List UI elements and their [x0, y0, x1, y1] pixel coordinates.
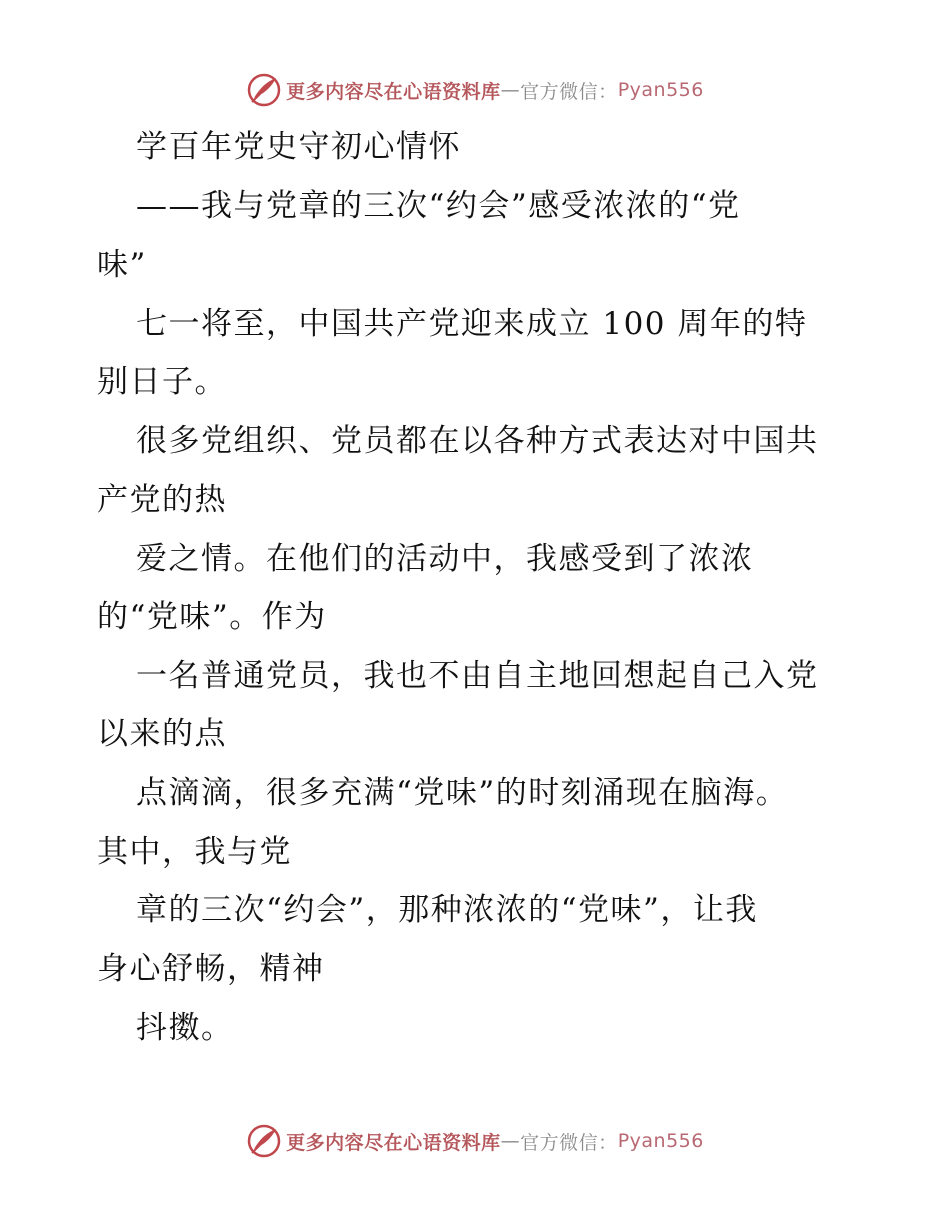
doc-line: 点滴滴，很多充满“党味”的时刻涌现在脑海。 [136, 775, 789, 811]
doc-line: 的“党味”。作为 [97, 599, 327, 635]
doc-line: 味” [97, 247, 147, 283]
header-watermark [0, 72, 950, 108]
watermark-dash: — [500, 79, 521, 101]
watermark-dash: — [500, 1130, 521, 1152]
doc-line: 抖擞。 [136, 1010, 234, 1046]
watermark-wechat-label: 官方微信： [520, 1131, 618, 1154]
footer-watermark [0, 1123, 950, 1159]
doc-line: 以来的点 [97, 716, 227, 752]
doc-line: ——我与党章的三次“约会”感受浓浓的“党 [136, 188, 741, 224]
doc-line: 章的三次“约会”，那种浓浓的“党味”，让我 [136, 892, 758, 928]
doc-line: 一名普通党员，我也不由自主地回想起自己入党 [136, 658, 819, 694]
doc-line: 很多党组织、党员都在以各种方式表达对中国共 [136, 423, 819, 459]
doc-line: 学百年党史守初心情怀 [136, 129, 461, 165]
doc-line: 身心舒畅，精神 [97, 951, 325, 987]
watermark-wechat-id: Pyan556 [617, 79, 704, 101]
watermark-site-text: 更多内容尽在心语资料库 [286, 1131, 501, 1154]
doc-line: 产党的热 [97, 482, 227, 518]
quill-logo-icon [246, 72, 282, 108]
doc-line: 爱之情。在他们的活动中，我感受到了浓浓 [136, 541, 754, 577]
doc-line: 其中，我与党 [97, 834, 292, 870]
doc-line: 七一将至，中国共产党迎来成立 100 周年的特 [136, 306, 808, 342]
quill-logo-icon [246, 1123, 282, 1159]
doc-line: 别日子。 [97, 364, 227, 400]
watermark-wechat-label: 官方微信： [520, 80, 618, 103]
watermark-site-text: 更多内容尽在心语资料库 [286, 80, 501, 103]
watermark-wechat-id: Pyan556 [617, 1130, 704, 1152]
